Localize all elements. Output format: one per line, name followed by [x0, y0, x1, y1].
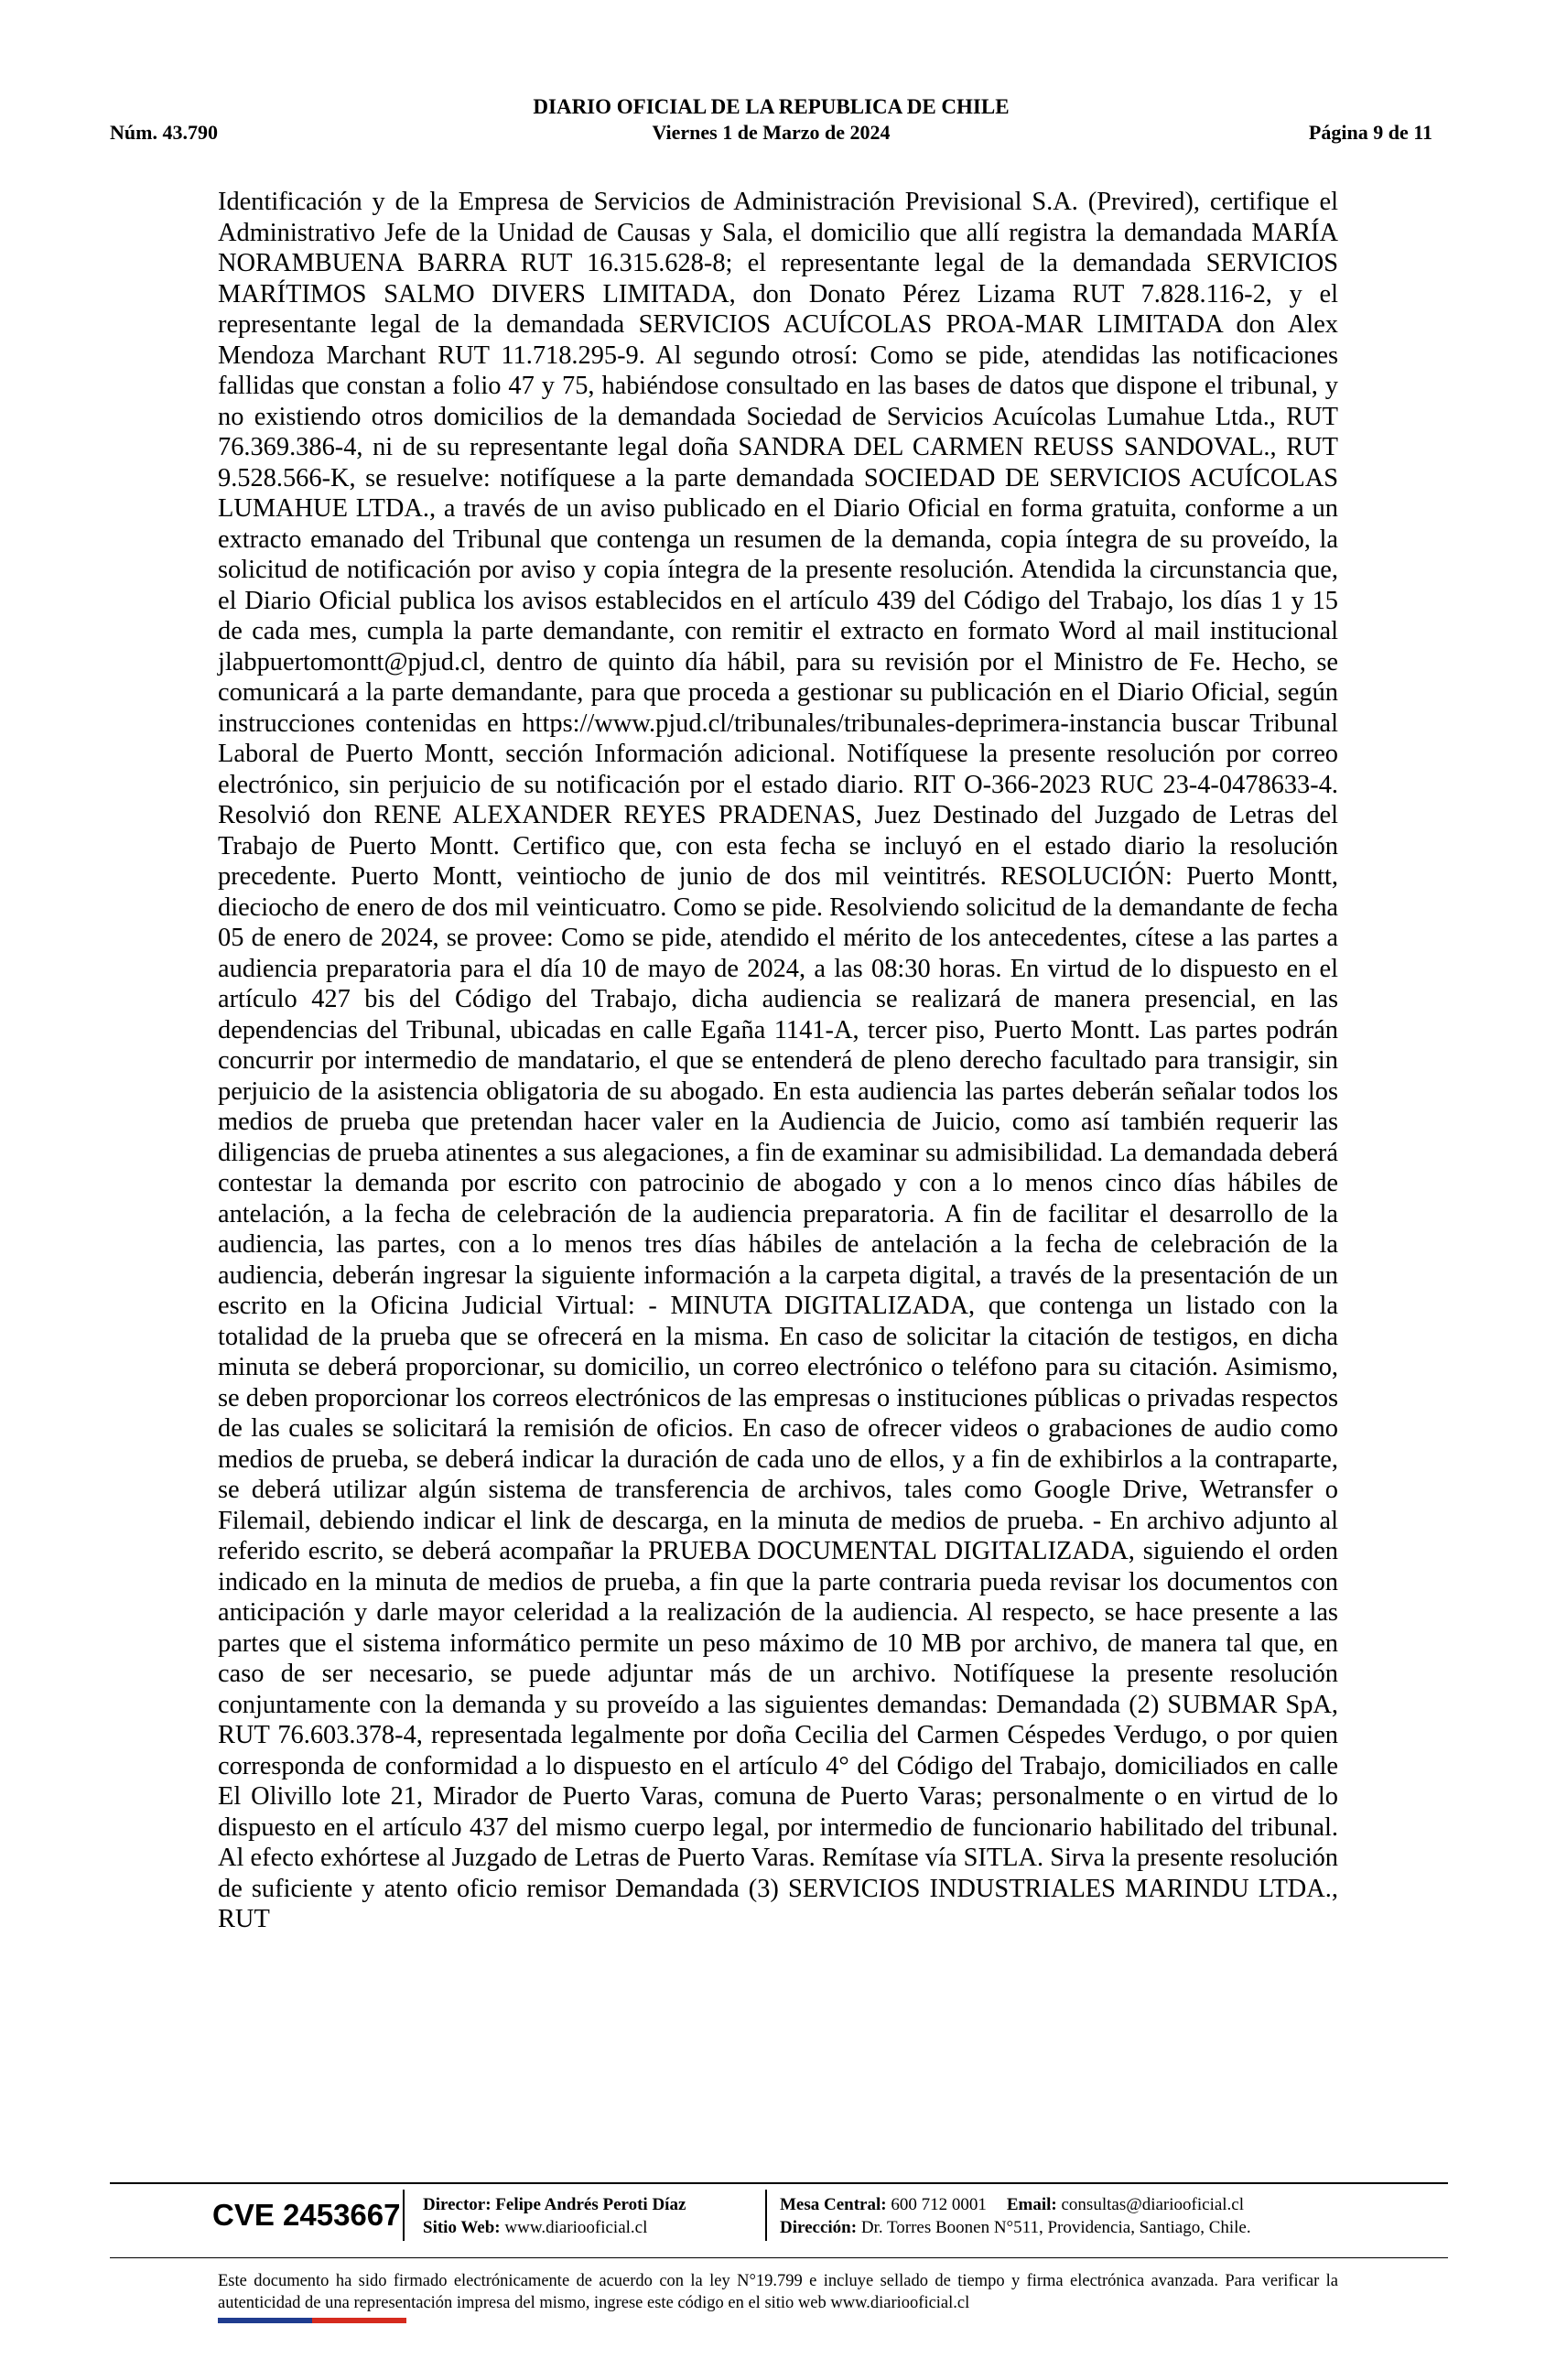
footer-separator: [765, 2190, 767, 2241]
flag-blue-segment: [218, 2318, 312, 2323]
publication-title: DIARIO OFICIAL DE LA REPUBLICA DE CHILE: [533, 95, 1010, 118]
signature-note: [218, 2270, 1338, 2314]
footer-divider: [110, 2257, 1448, 2258]
phone-label: Mesa Central:: [780, 2195, 887, 2214]
page-footer: [110, 2190, 1448, 2245]
footer-contact-block: [780, 2193, 1251, 2239]
address-label: Dirección:: [780, 2218, 858, 2237]
website-label: Sitio Web:: [423, 2218, 501, 2237]
page-number: Página 9 de 11: [1308, 121, 1432, 144]
signature-note-text: Este documento ha sido firmado electrónicamente de acuerdo con la ley N°19.799 e incluye sellado de tiempo y firma electrónica avanzada. Para verificar la autenticidad de una representación impresa del mismo, ingrese este código en el sitio web www.diariooficial.cl: [218, 2272, 1338, 2312]
email-link[interactable]: consultas@diariooficial.cl: [1061, 2195, 1245, 2214]
body-paragraph: Identificación y de la Empresa de Servicios de Administración Previsional S.A. (Previred), certifique el Administrativo Jefe de la Unidad de Causas y Sala, el domicilio que allí registra la demandada MARÍA NORAMBUENA BARRA RUT 16.315.628-8; el representante legal de la demandada SERVICIOS MARÍTIMOS SALMO DIVERS LIMITADA, don Donato Pérez Lizama RUT 7.828.116-2, y el representante legal de la demandada SERVICIOS ACUÍCOLAS PROA-MAR LIMITADA don Alex Mendoza Marchant RUT 11.718.295-9. Al segundo otrosí: Como se pide, atendidas las notificaciones fallidas que constan a folio 47 y 75, habiéndose consultado en las bases de datos que dispone el tribunal, y no existiendo otros domicilios de la demandada Sociedad de Servicios Acuícolas Lumahue Ltda., RUT 76.369.386-4, ni de su representante legal doña SANDRA DEL CARMEN REUSS SANDOVAL., RUT 9.528.566-K, se resuelve: notifíquese a la parte demandada SOCIEDAD DE SERVICIOS ACUÍCOLAS LUMAHUE LTDA., a través de un aviso publicado en el Diario Oficial en forma gratuita, conforme a un extracto emanado del Tribunal que contenga un resumen de la demanda, copia íntegra de su proveído, la solicitud de notificación por aviso y copia íntegra de la presente resolución. Atendida la circunstancia que, el Diario Oficial publica los avisos establecidos en el artículo 439 del Código del Trabajo, los días 1 y 15 de cada mes, cumpla la parte demandante, con remitir el extracto en formato Word al mail institucional jlabpuertomontt@pjud.cl, dentro de quinto día hábil, para su revisión por el Ministro de Fe. Hecho, se comunicará a la parte demandante, para que proceda a gestionar su publicación en el Diario Oficial, según instrucciones contenidas en https://www.pjud.cl/tribunales/tribunales-deprimera-instancia buscar Tribunal Laboral de Puerto Montt, sección Información adicional. Notifíquese la presente resolución por correo electrónico, sin perjuicio de su notificación por el estado diario. RIT O-366-2023 RUC 23-4-0478633-4. Resolvió don RENE ALEXANDER REYES PRADENAS, Juez Destinado del Juzgado de Letras del Trabajo de Puerto Montt. Certifico que, con esta fecha se incluyó en el estado diario la resolución precedente. Puerto Montt, veintiocho de junio de dos mil veintitrés. RESOLUCIÓN: Puerto Montt, dieciocho de enero de dos mil veinticuatro. Como se pide. Resolviendo solicitud de la demandante de fecha 05 de enero de 2024, se provee: Como se pide, atendido el mérito de los antecedentes, cítese a las partes a audiencia preparatoria para el día 10 de mayo de 2024, a las 08:30 horas. En virtud de lo dispuesto en el artículo 427 bis del Código del Trabajo, dicha audiencia se realizará de manera presencial, en las dependencias del Tribunal, ubicadas en calle Egaña 1141-A, tercer piso, Puerto Montt. Las partes podrán concurrir por intermedio de mandatario, el que se entenderá de pleno derecho facultado para transigir, sin perjuicio de la asistencia obligatoria de su abogado. En esta audiencia las partes deberán señalar todos los medios de prueba que pretendan hacer valer en la Audiencia de Juicio, como así también requerir las diligencias de prueba atinentes a sus alegaciones, a fin de examinar su admisibilidad. La demandada deberá contestar la demanda por escrito con patrocinio de abogado y con a lo menos cinco días hábiles de antelación, a la fecha de celebración de la audiencia preparatoria. A fin de facilitar el desarrollo de la audiencia, las partes, con a lo menos tres días hábiles de antelación a la fecha de celebración de la audiencia, deberán ingresar la siguiente información a la carpeta digital, a través de la presentación de un escrito en la Oficina Judicial Virtual: - MINUTA DIGITALIZADA, que contenga un listado con la totalidad de la prueba que se ofrecerá en la misma. En caso de solicitar la citación de testigos, en dicha minuta se deberá proporcionar, su domicilio, un correo electrónico o teléfono para su citación. Asimismo, se deben proporcionar los correos electrónicos de las empresas o instituciones públicas o privadas respectos de las cuales se solicitará la remisión de oficios. En caso de ofrecer videos o grabaciones de audio como medios de prueba, se deberá indicar la duración de cada uno de ellos, y a fin de exhibirlos a la contraparte, se deberá utilizar algún sistema de transferencia de archivos, tales como Google Drive, Wetransfer o Filemail, debiendo indicar el link de descarga, en la minuta de medios de prueba. - En archivo adjunto al referido escrito, se deberá acompañar la PRUEBA DOCUMENTAL DIGITALIZADA, siguiendo el orden indicado en la minuta de medios de prueba, a fin que la parte contraria pueda revisar los documentos con anticipación y darle mayor celeridad a la realización de la audiencia. Al respecto, se hace presente a las partes que el sistema informático permite un peso máximo de 10 MB por archivo, de manera tal que, en caso de ser necesario, se puede adjuntar más de un archivo. Notifíquese la presente resolución conjuntamente con la demanda y su proveído a las siguientes demandas: Demandada (2) SUBMAR SpA, RUT 76.603.378-4, representada legalmente por doña Cecilia del Carmen Céspedes Verdugo, o por quien corresponda de conformidad a lo dispuesto en el artículo 4° del Código del Trabajo, domiciliados en calle El Olivillo lote 21, Mirador de Puerto Varas, comuna de Puerto Varas; personalmente o en virtud de lo dispuesto en el artículo 437 del mismo cuerpo legal, por intermedio de funcionario habilitado del tribunal. Al efecto exhórtese al Juzgado de Letras de Puerto Varas. Remítase vía SITLA. Sirva la presente resolución de suficiente y atento oficio remisor Demandada (3) SERVICIOS INDUSTRIALES MARINDU LTDA., RUT: [218, 188, 1338, 1933]
page-header: [110, 88, 1432, 152]
document-body: [218, 187, 1338, 1935]
address-text: Dr. Torres Boonen N°511, Providencia, Santiago, Chile.: [860, 2218, 1251, 2237]
footer-separator: [403, 2190, 405, 2241]
email-label: Email:: [1006, 2195, 1057, 2214]
footer-director-block: [423, 2193, 686, 2239]
director-name: Felipe Andrés Peroti Díaz: [495, 2195, 686, 2214]
director-label: Director:: [423, 2195, 492, 2214]
flag-stripe: [218, 2318, 406, 2323]
footer-divider: [110, 2182, 1448, 2184]
issue-number: Núm. 43.790: [110, 121, 218, 144]
phone-number: 600 712 0001: [891, 2195, 987, 2214]
website-link[interactable]: www.diariooficial.cl: [504, 2218, 648, 2237]
issue-date: Viernes 1 de Marzo de 2024: [652, 121, 891, 144]
cve-code: CVE 2453667: [212, 2198, 401, 2232]
flag-red-segment: [312, 2318, 406, 2323]
